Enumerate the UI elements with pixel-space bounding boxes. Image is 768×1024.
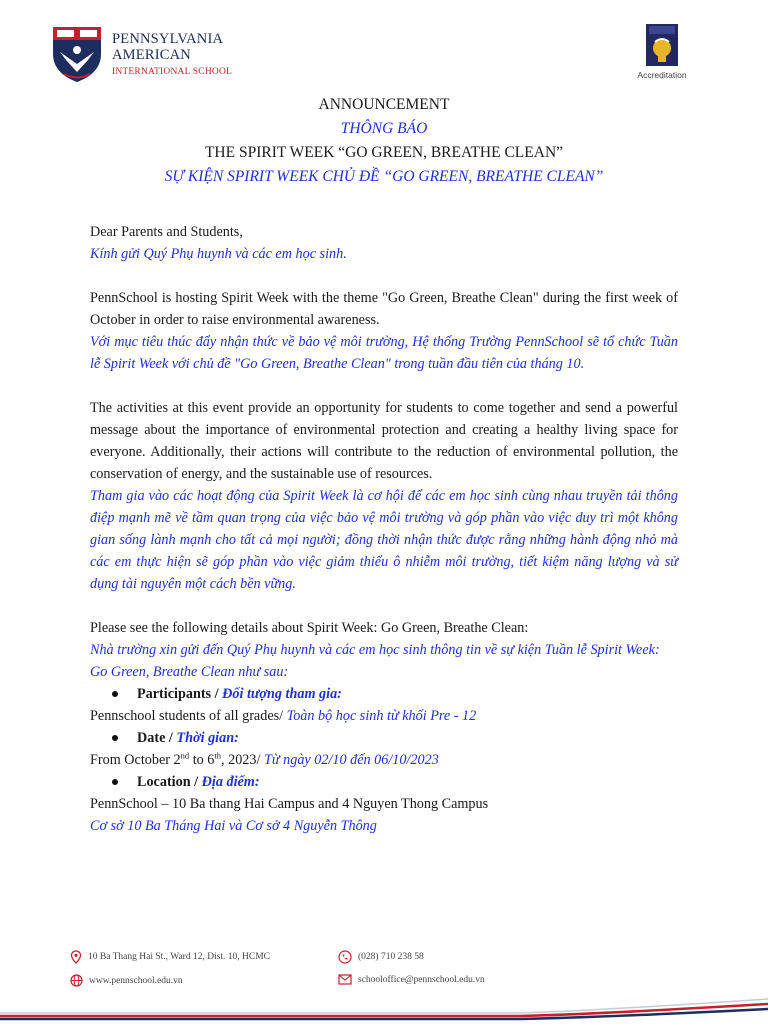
date-value-vi: Từ ngày 02/10 đến 06/10/2023 bbox=[263, 752, 439, 768]
school-name-line2: AMERICAN bbox=[112, 47, 191, 63]
activities-paragraph-vi: Tham gia vào các hoạt động của Spirit Week là cơ hội để các em học sinh cùng nhau truyền tải thông điệp mạnh mẽ về tầm quan trọng của việc bảo vệ môi trường và góp phần vào việc duy trì một không gian sống lành mạnh cho tất cả mọi người; đồng thời nhận thức được rằng những hành động nhỏ mà các em thực hiện sẽ góp phần vào việc giảm thiểu ô nhiễm môi trường, tiết kiệm năng lượng và sử dụng tài nguyên một cách bền vững. bbox=[90, 488, 678, 592]
footer-phone: (028) 710 238 58 bbox=[338, 950, 424, 964]
date-value: From October 2nd to 6th, 2023/ Từ ngày 02/10 đến 06/10/2023 bbox=[90, 750, 439, 768]
footer-stripe bbox=[0, 996, 768, 1024]
details-intro-vi: Nhà trường xin gửi đến Quý Phụ huynh và các em học sinh thông tin về sự kiện Tuần lễ Spirit Week: Go Green, Breathe Clean như sau: bbox=[90, 642, 660, 680]
details-intro: Please see the following details about Spirit Week: Go Green, Breathe Clean: bbox=[90, 620, 529, 636]
date-label-vi: Thời gian: bbox=[176, 730, 239, 746]
bullet-dot bbox=[112, 691, 118, 697]
location-value: PennSchool – 10 Ba thang Hai Campus and 4 Nguyen Thong Campus bbox=[90, 796, 489, 812]
school-name bbox=[112, 31, 232, 80]
globe-icon bbox=[70, 974, 83, 987]
event-title-vi: SỰ KIỆN SPIRIT WEEK CHỦ ĐỀ “GO GREEN, BREATHE CLEAN” bbox=[164, 168, 604, 185]
school-crest-logo bbox=[50, 24, 104, 84]
participants-value-vi: Toàn bộ học sinh từ khối Pre - 12 bbox=[286, 708, 477, 724]
location-label: Location / bbox=[137, 774, 199, 790]
intro-paragraph-vi: Với mục tiêu thúc đẩy nhận thức về bảo vệ môi trường, Hệ thống Trường PennSchool sẽ tổ chức Tuần lễ Spirit Week với chủ đề "Go Green, Breathe Clean" trong tuần đầu tiên của tháng 10. bbox=[90, 334, 678, 372]
location-heading bbox=[90, 771, 678, 793]
accreditation-icon bbox=[644, 22, 680, 68]
activities-paragraph: The activities at this event provide an opportunity for students to come together and send a powerful message about the importance of environmental protection and creating a healthy living space for everyone. Additionally, their actions will contribute to the reduction of environmental pollution, the conservation of energy, and the sustainable use of resources. bbox=[90, 400, 678, 482]
footer-address: 10 Ba Thang Hai St., Ward 12, Dist. 10, HCMC bbox=[70, 950, 270, 964]
accreditation-label: Accreditation bbox=[637, 70, 687, 80]
date-label: Date / bbox=[137, 730, 173, 746]
bullet-dot bbox=[112, 779, 118, 785]
phone-icon bbox=[338, 950, 352, 964]
date-heading bbox=[90, 727, 678, 749]
event-title: THE SPIRIT WEEK “GO GREEN, BREATHE CLEAN” bbox=[204, 144, 564, 161]
location-label-vi: Địa điểm: bbox=[201, 774, 260, 790]
intro-paragraph: PennSchool is hosting Spirit Week with the theme "Go Green, Breathe Clean" during the first week of October in order to raise environmental awareness. bbox=[90, 290, 678, 328]
document-titles bbox=[0, 93, 768, 189]
accreditation-badge bbox=[630, 22, 694, 80]
greeting: Dear Parents and Students, bbox=[90, 224, 243, 240]
participants-value: Pennschool students of all grades/ Toàn bộ học sinh từ khối Pre - 12 bbox=[90, 708, 477, 724]
announcement-title-vi: THÔNG BÁO bbox=[340, 120, 428, 137]
announcement-title: ANNOUNCEMENT bbox=[318, 96, 450, 113]
footer-email[interactable]: schooloffice@pennschool.edu.vn bbox=[338, 974, 485, 985]
participants-label: Participants / bbox=[137, 686, 219, 702]
location-pin-icon bbox=[70, 950, 82, 964]
greeting-vi: Kính gửi Quý Phụ huynh và các em học sinh. bbox=[90, 246, 347, 262]
participants-heading bbox=[90, 683, 678, 705]
location-value-vi: Cơ sở 10 Ba Tháng Hai và Cơ sở 4 Nguyễn Thông bbox=[90, 818, 377, 834]
mail-icon bbox=[338, 974, 352, 985]
participants-label-vi: Đối tượng tham gia: bbox=[222, 686, 342, 702]
school-name-line1: PENNSYLVANIA bbox=[112, 31, 224, 47]
school-name-line3: INTERNATIONAL SCHOOL bbox=[112, 67, 233, 77]
letter-body bbox=[90, 221, 678, 837]
bullet-dot bbox=[112, 735, 118, 741]
footer-website[interactable]: www.pennschool.edu.vn bbox=[70, 974, 183, 987]
